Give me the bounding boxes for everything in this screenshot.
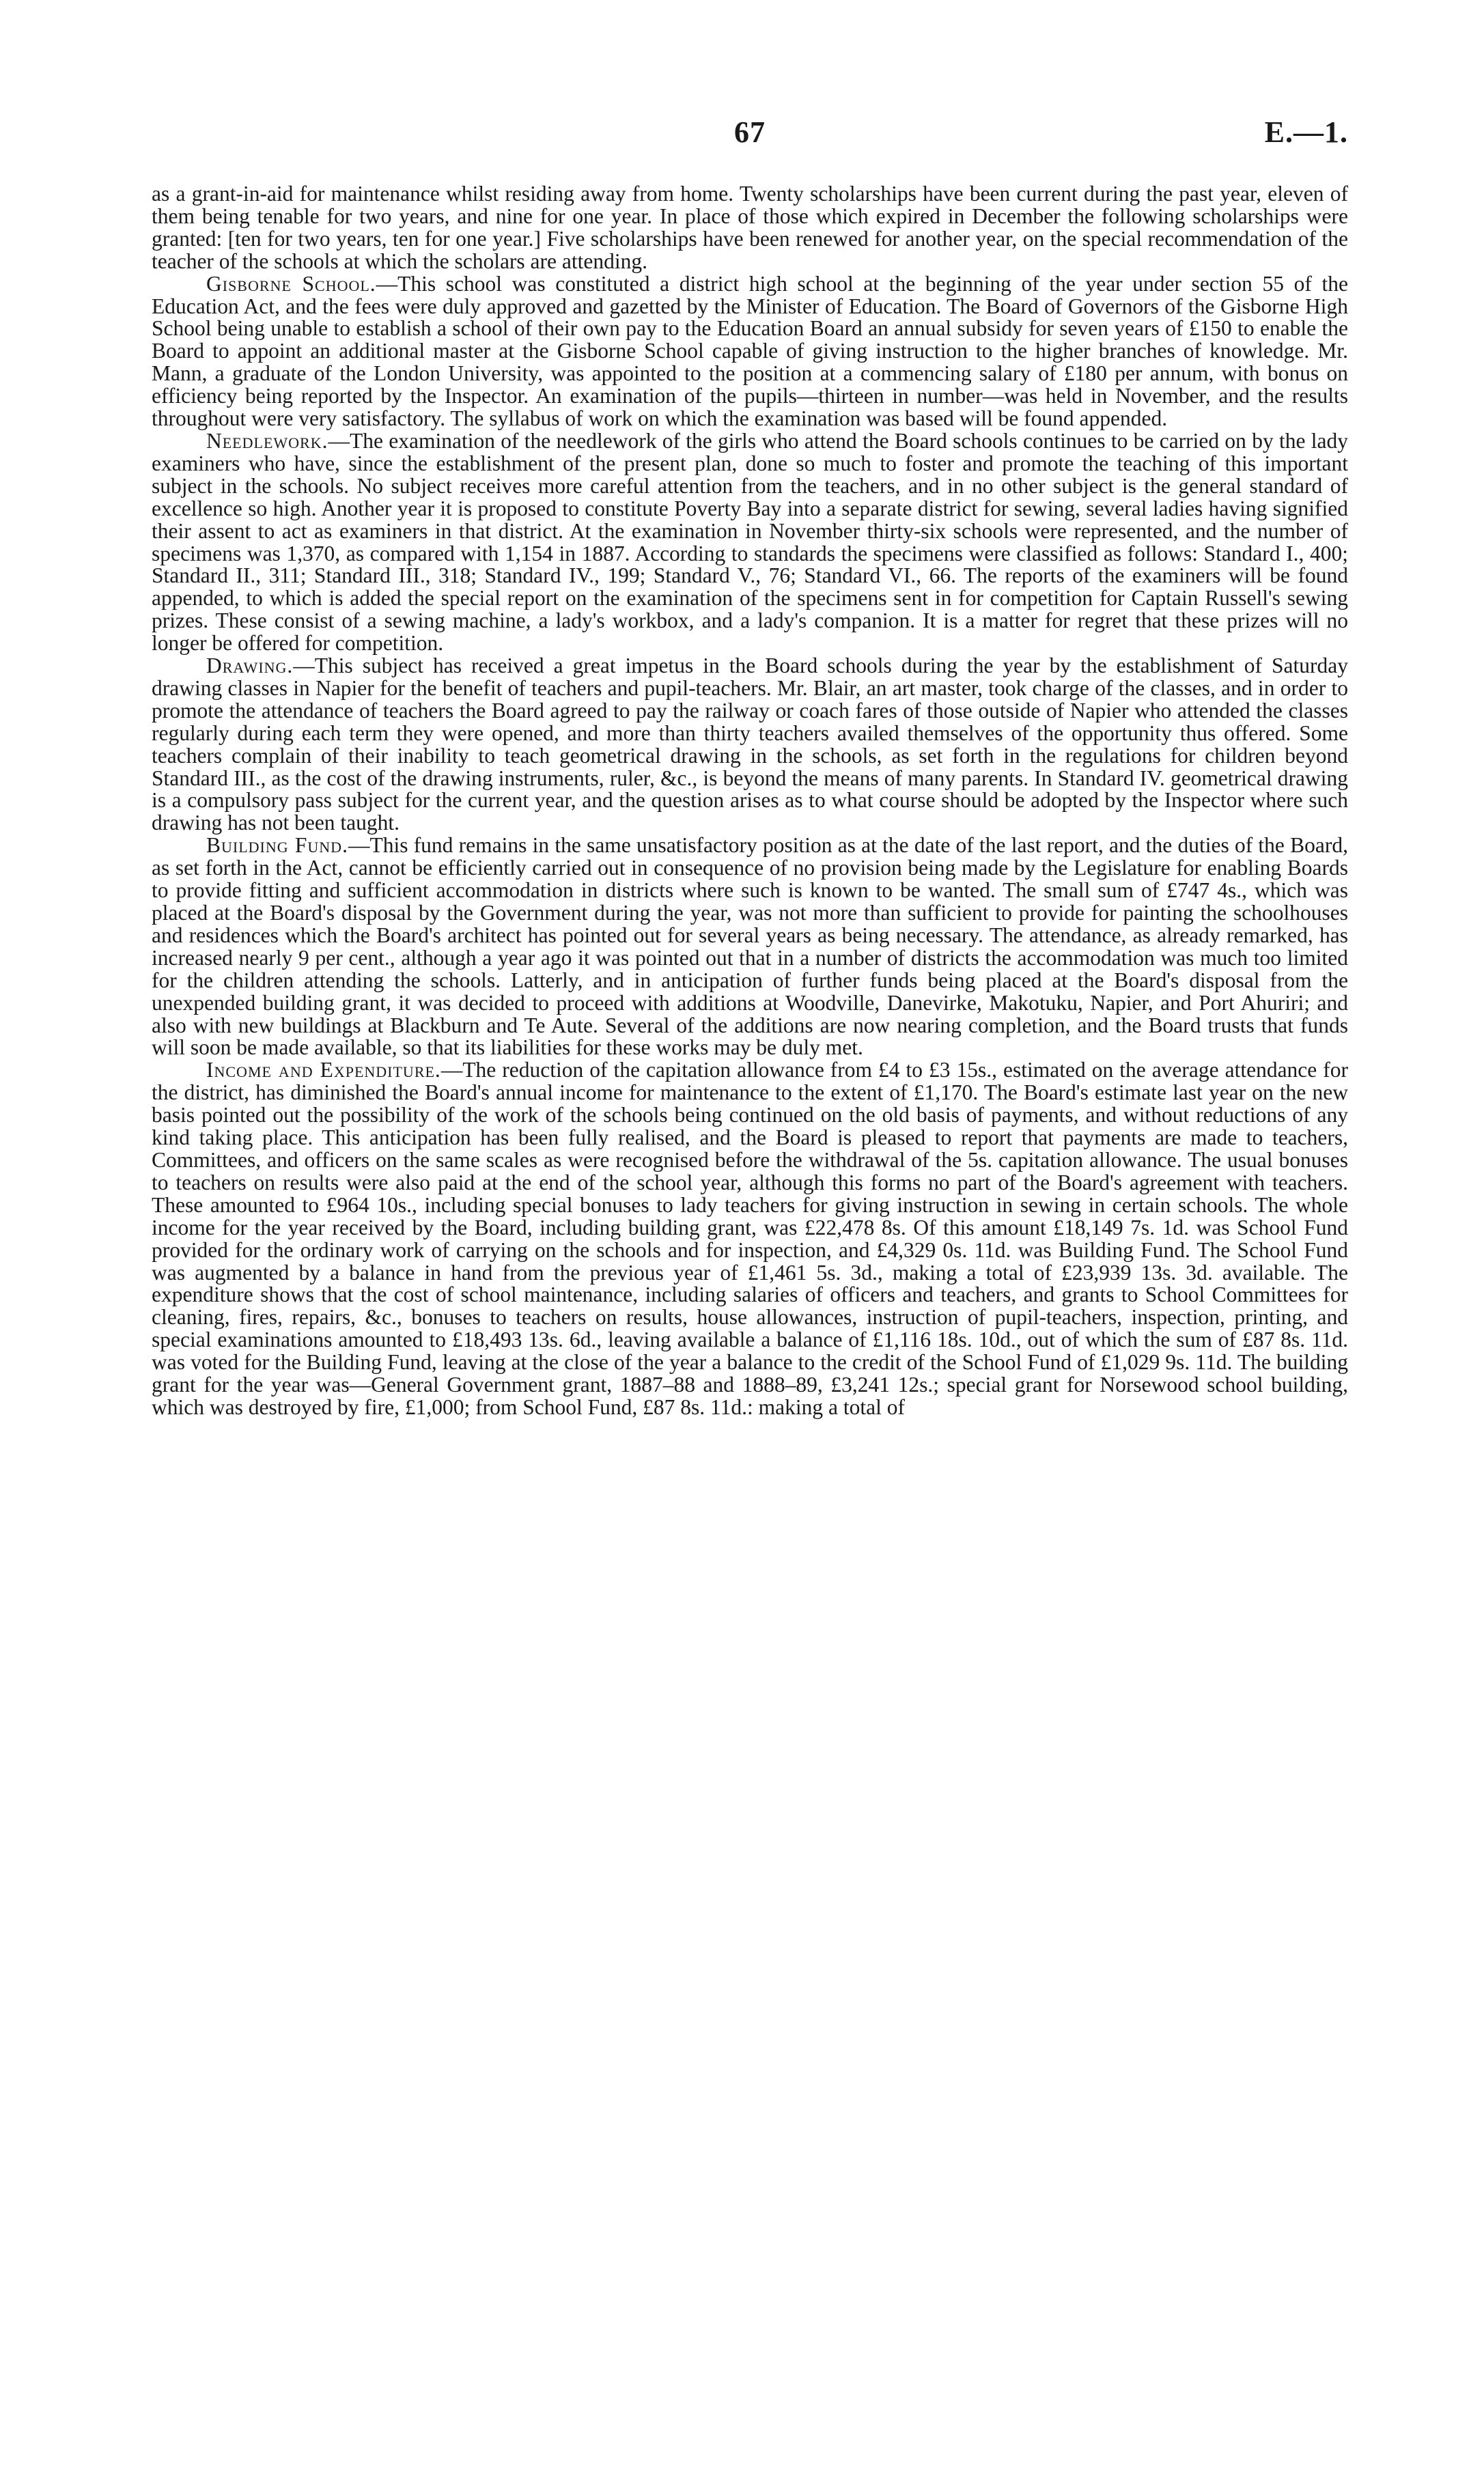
section-heading-needlework: Needlework.	[206, 428, 328, 453]
paragraph-building-fund	[152, 835, 1348, 1059]
section-heading-income-and-expenditure: Income and Expenditure.	[206, 1058, 441, 1082]
paragraph-text: —This school was constituted a district high school at the beginning of the year under section 55 of the Education Act, and the fees were duly approved and gazetted by the Minister of Education. The Board of Governors of the Gisborne High School being unable to establish a school of their own pay to the Education Board an annual subsidy for seven years of £150 to enable the Board to appoint an additional master at the Gisborne School capable of giving instruction to the higher branches of knowledge. Mr. Mann, a graduate of the London University, was appointed to the position at a commencing salary of £180 per annum, with bonus on efficiency being reported by the Inspector. An examination of the pupils—thirteen in number—was held in November, and the results throughout were very satisfactory. The syllabus of work on which the examination was based will be found appended.	[152, 271, 1348, 431]
paragraph-gisborne-school	[152, 273, 1348, 430]
paragraph-text: —The reduction of the capitation allowance from £4 to £3 15s., estimated on the average attendance for the district, has diminished the Board's annual income for maintenance to the extent of £1,170. The Board's estimate last year on the new basis pointed out the possibility of the work of the schools being continued on the old basis of payments, and without reductions of any kind taking place. This anticipation has been fully realised, and the Board is pleased to report that payments are made to teachers, Committees, and officers on the same scales as were recognised before the withdrawal of the 5s. capitation allowance. The usual bonuses to teachers on results were also paid at the end of the school year, although this forms no part of the Board's agreement with teachers. These amounted to £964 10s., including special bonuses to lady teachers for giving instruction in sewing in certain schools. The whole income for the year received by the Board, including building grant, was £22,478 8s. Of this amount £18,149 7s. 1d. was School Fund provided for the ordinary work of carrying on the schools and for inspection, and £4,329 0s. 11d. was Building Fund. The School Fund was augmented by a balance in hand from the previous year of £1,461 5s. 3d., making a total of £23,939 13s. 3d. available. The expenditure shows that the cost of school maintenance, including salaries of officers and teachers, and grants to School Committees for cleaning, fires, repairs, &c., bonuses to teachers on results, house allowances, instruction of pupil-teachers, inspection, printing, and special examinations amounted to £18,493 13s. 6d., leaving available a balance of £1,116 18s. 10d., out of which the sum of £87 8s. 11d. was voted for the Building Fund, leaving at the close of the year a balance to the credit of the School Fund of £1,029 9s. 11d. The building grant for the year was—General Government grant, 1887–88 and 1888–89, £3,241 12s.; special grant for Norsewood school building, which was destroyed by fire, £1,000; from School Fund, £87 8s. 11d.: making a total of	[152, 1058, 1348, 1419]
section-heading-drawing: Drawing.	[206, 654, 294, 678]
paragraph-text: —The examination of the needlework of the girls who attend the Board schools continues to be carried on by the lady examiners who have, since the establishment of the present plan, done so much to foster and promote the teaching of this important subject in the schools. No subject receives more careful attention from the teachers, and in no other subject is the general standard of excellence so high. Another year it is proposed to constitute Poverty Bay into a separate district for sewing, several ladies having signified their assent to act as examiners in that district. At the examination in November thirty-six schools were represented, and the number of specimens was 1,370, as compared with 1,154 in 1887. According to standards the specimens were classified as follows: Standard I., 400; Standard II., 311; Standard III., 318; Standard IV., 199; Standard V., 76; Standard VI., 66. The reports of the examiners will be found appended, to which is added the special report on the examination of the specimens sent in for competition for Captain Russell's sewing prizes. These consist of a sewing machine, a lady's workbox, and a lady's companion. It is a matter for regret that these prizes will no longer be offered for competition.	[152, 428, 1348, 656]
page-header	[152, 115, 1348, 163]
paragraph-text: —This fund remains in the same unsatisfactory position as at the date of the last report, and the duties of the Board, as set forth in the Act, cannot be efficiently carried out in consequence of no provision being made by the Legislature for enabling Boards to provide fitting and sufficient accommodation in districts where such is known to be wanted. The small sum of £747 4s., which was placed at the Board's disposal by the Government during the year, was not more than sufficient to provide for painting the schoolhouses and residences which the Board's architect has pointed out for several years as being necessary. The attendance, as already remarked, has increased nearly 9 per cent., although a year ago it was pointed out that in a number of districts the accommodation was much too limited for the children attending the schools. Latterly, and in anticipation of further funds being placed at the Board's disposal from the unexpended building grant, it was decided to proceed with additions at Woodville, Danevirke, Makotuku, Napier, and Port Ahuriri; and also with new buildings at Blackburn and Te Aute. Several of the additions are now nearing completion, and the Board trusts that funds will soon be made available, so that its liabilities for these works may be duly met.	[152, 833, 1348, 1060]
paragraph-text: as a grant-in-aid for maintenance whilst residing away from home. Twenty scholarships have been current during the past year, eleven of them being tenable for two years, and nine for one year. In place of those which expired in December the following scholarships were granted: [ten for two years, ten for one year.] Five scholarships have been renewed for another year, on the special recommendation of the teacher of the schools at which the scholars are attending.	[152, 182, 1348, 273]
paragraph-scholarships	[152, 183, 1348, 273]
document-code: E.—1.	[1264, 115, 1348, 149]
section-heading-gisborne-school: Gisborne School.	[206, 271, 376, 296]
paragraph-text: —This subject has received a great impetus in the Board schools during the year by the establishment of Saturday drawing classes in Napier for the benefit of teachers and pupil-teachers. Mr. Blair, an art master, took charge of the classes, and in order to promote the attendance of teachers the Board agreed to pay the railway or coach fares of those outside of Napier who attended the classes regularly during each term they were opened, and more than thirty teachers availed themselves of the opportunity thus offered. Some teachers complain of their inability to teach geometrical drawing in the schools, as set forth in the regulations for children beyond Standard III., as the cost of the drawing instruments, ruler, &c., is beyond the means of many parents. In Standard IV. geometrical drawing is a compulsory pass subject for the current year, and the question arises as to what course should be adopted by the Inspector where such drawing has not been taught.	[152, 654, 1348, 835]
section-heading-building-fund: Building Fund.	[206, 833, 348, 858]
paragraph-needlework	[152, 430, 1348, 655]
report-body	[152, 183, 1348, 1419]
paragraph-income-and-expenditure	[152, 1059, 1348, 1419]
paragraph-drawing	[152, 655, 1348, 835]
page-number: 67	[734, 115, 766, 149]
